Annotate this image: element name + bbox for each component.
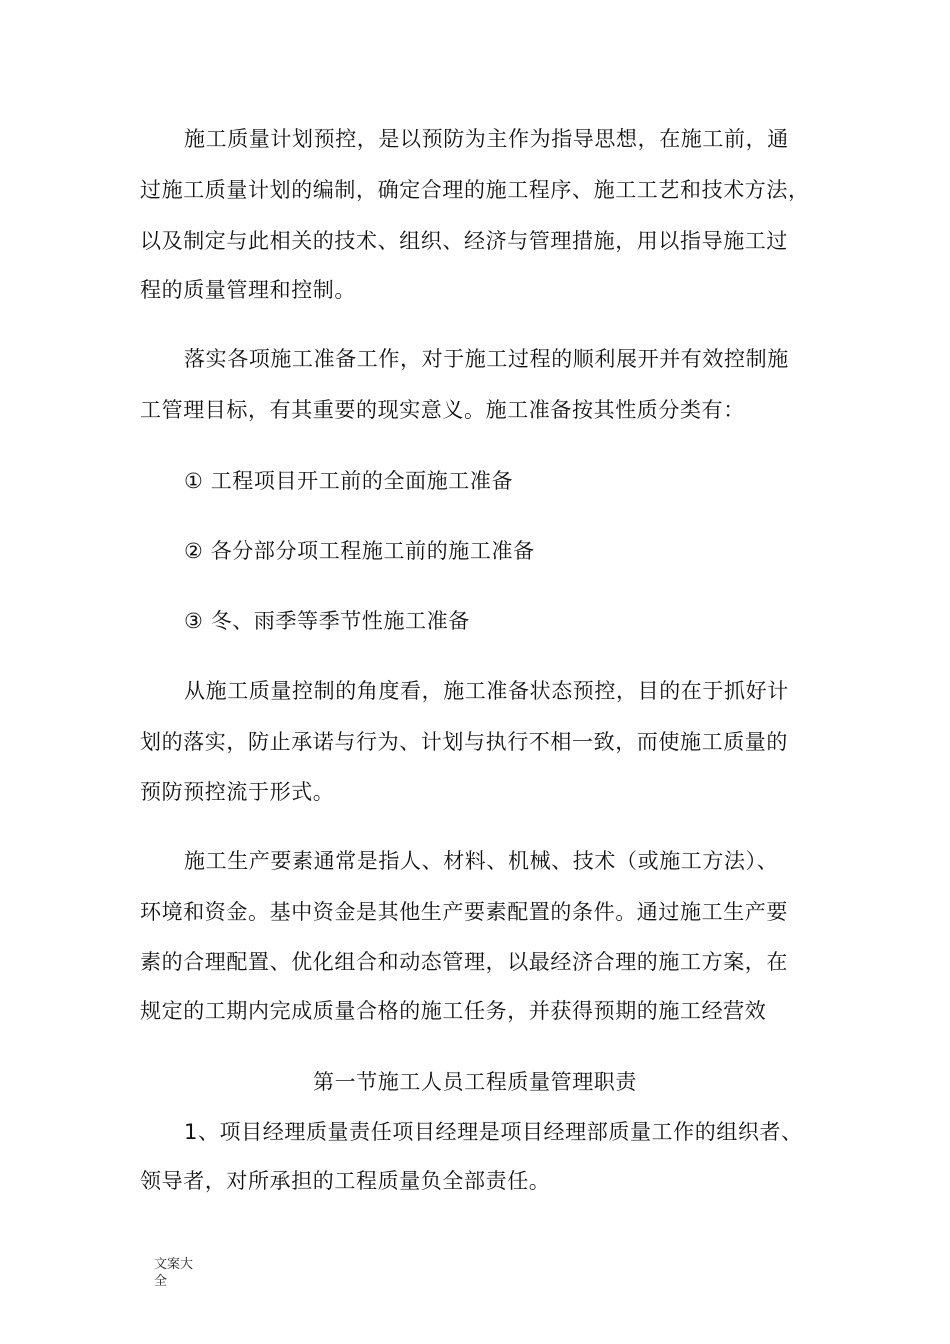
- section-heading: 第一节施工人员工程质量管理职责: [313, 1070, 637, 1094]
- paragraph-line: 预防预控流于形式。: [140, 780, 335, 804]
- paragraph-line: 环境和资金。基中资金是其他生产要素配置的条件。通过施工生产要: [140, 900, 788, 924]
- paragraph-line: 规定的工期内完成质量合格的施工任务，并获得预期的施工经营效: [140, 999, 767, 1023]
- footer-line: 文案大: [154, 1257, 194, 1272]
- paragraph-line: 从施工质量控制的角度看，施工准备状态预控，目的在于抓好计: [184, 679, 789, 703]
- paragraph-line: 素的合理配置、优化组合和动态管理，以最经济合理的施工方案，在: [140, 950, 788, 974]
- paragraph-line: 过施工质量计划的编制，确定合理的施工程序、施工工艺和技术方法，: [140, 178, 810, 202]
- list-item: ③ 冬、雨季等季节性施工准备: [184, 609, 470, 633]
- paragraph-line: 程的质量管理和控制。: [140, 278, 356, 302]
- page-footer: [154, 1256, 202, 1290]
- footer-line: 全: [154, 1274, 168, 1289]
- paragraph-line: 施工质量计划预控，是以预防为主作为指导思想，在施工前，通: [184, 127, 789, 151]
- paragraph-line: 施工生产要素通常是指人、材料、机械、技术（或施工方法）、: [184, 849, 779, 873]
- paragraph-line: 领导者，对所承担的工程质量负全部责任。: [140, 1169, 551, 1193]
- list-item: ② 各分部分项工程施工前的施工准备: [184, 539, 535, 563]
- paragraph-line: 以及制定与此相关的技术、组织、经济与管理措施，用以指导施工过: [140, 229, 788, 253]
- paragraph-line: 划的落实，防止承诺与行为、计划与执行不相一致，而使施工质量的: [140, 730, 788, 754]
- paragraph-line: 落实各项施工准备工作，对于施工过程的顺利展开并有效控制施: [184, 347, 789, 371]
- paragraph-line: 1、项目经理质量责任项目经理是项目经理部质量工作的组织者、: [184, 1120, 803, 1144]
- paragraph-line: 工管理目标，有其重要的现实意义。施工准备按其性质分类有：: [140, 398, 745, 422]
- list-item: ① 工程项目开工前的全面施工准备: [184, 469, 514, 493]
